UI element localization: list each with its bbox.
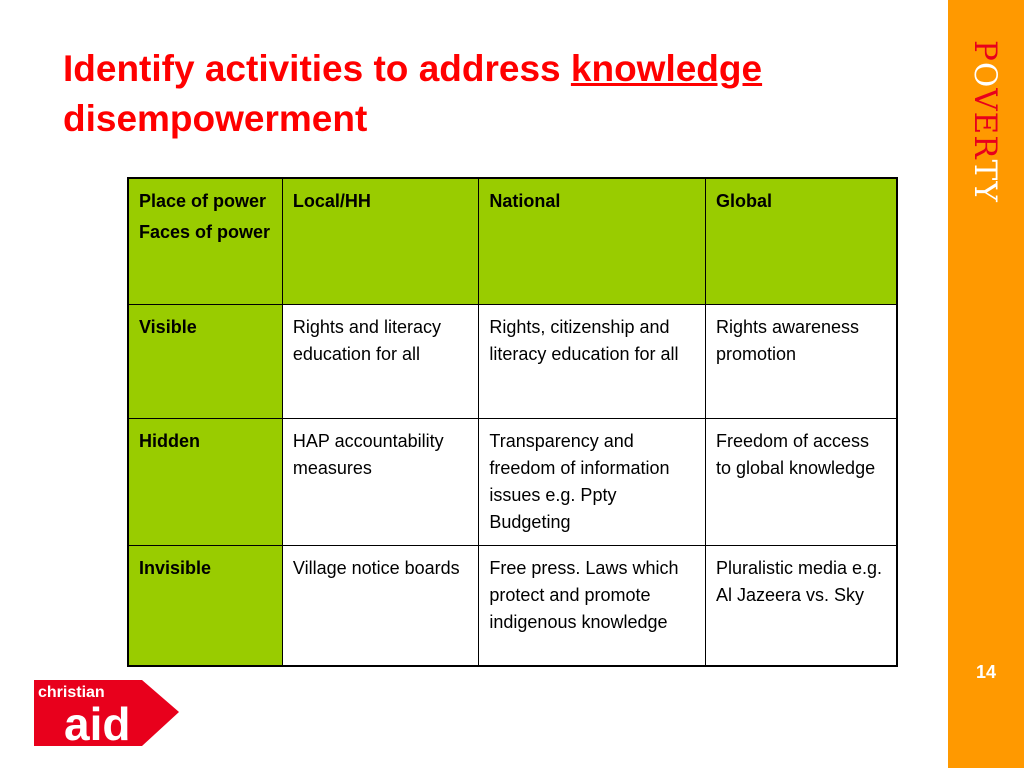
table-cell: Freedom of access to global knowledge — [705, 418, 897, 545]
column-header-global: Global — [705, 178, 897, 304]
corner-place-of-power: Place of power — [139, 191, 267, 211]
side-word-poverty: POVERTY — [967, 40, 1003, 203]
table-cell: Rights and literacy education for all — [282, 304, 479, 418]
corner-cell — [128, 178, 282, 304]
row-label-invisible: Invisible — [128, 545, 282, 666]
christian-aid-logo — [34, 678, 179, 748]
logo-line1: christian — [38, 684, 105, 701]
title-keyword: knowledge — [570, 48, 763, 89]
corner-faces-of-power: Faces of power — [139, 222, 271, 242]
column-header-national: National — [479, 178, 706, 304]
table-cell: Rights awareness promotion — [705, 304, 897, 418]
page-number: 14 — [975, 662, 997, 682]
row-label-visible: Visible — [128, 304, 282, 418]
table-row — [128, 545, 897, 666]
power-table — [127, 177, 898, 667]
table-cell: Transparency and freedom of information issues e.g. Ppty Budgeting — [479, 418, 706, 545]
table-cell: Village notice boards — [282, 545, 479, 666]
table-row — [128, 304, 897, 418]
table-row — [128, 418, 897, 545]
logo-line2: aid — [64, 698, 131, 748]
table-cell: Pluralistic media e.g. Al Jazeera vs. Sky — [705, 545, 897, 666]
slide-title — [63, 44, 943, 144]
column-header-local: Local/HH — [282, 178, 479, 304]
table-cell: Free press. Laws which protect and promote indigenous knowledge — [479, 545, 706, 666]
table-cell: HAP accountability measures — [282, 418, 479, 545]
title-part1: Identify activities to address — [63, 48, 571, 89]
header-row — [128, 178, 897, 304]
table-cell: Rights, citizenship and literacy education for all — [479, 304, 706, 418]
title-part2: disempowerment — [63, 98, 368, 139]
row-label-hidden: Hidden — [128, 418, 282, 545]
